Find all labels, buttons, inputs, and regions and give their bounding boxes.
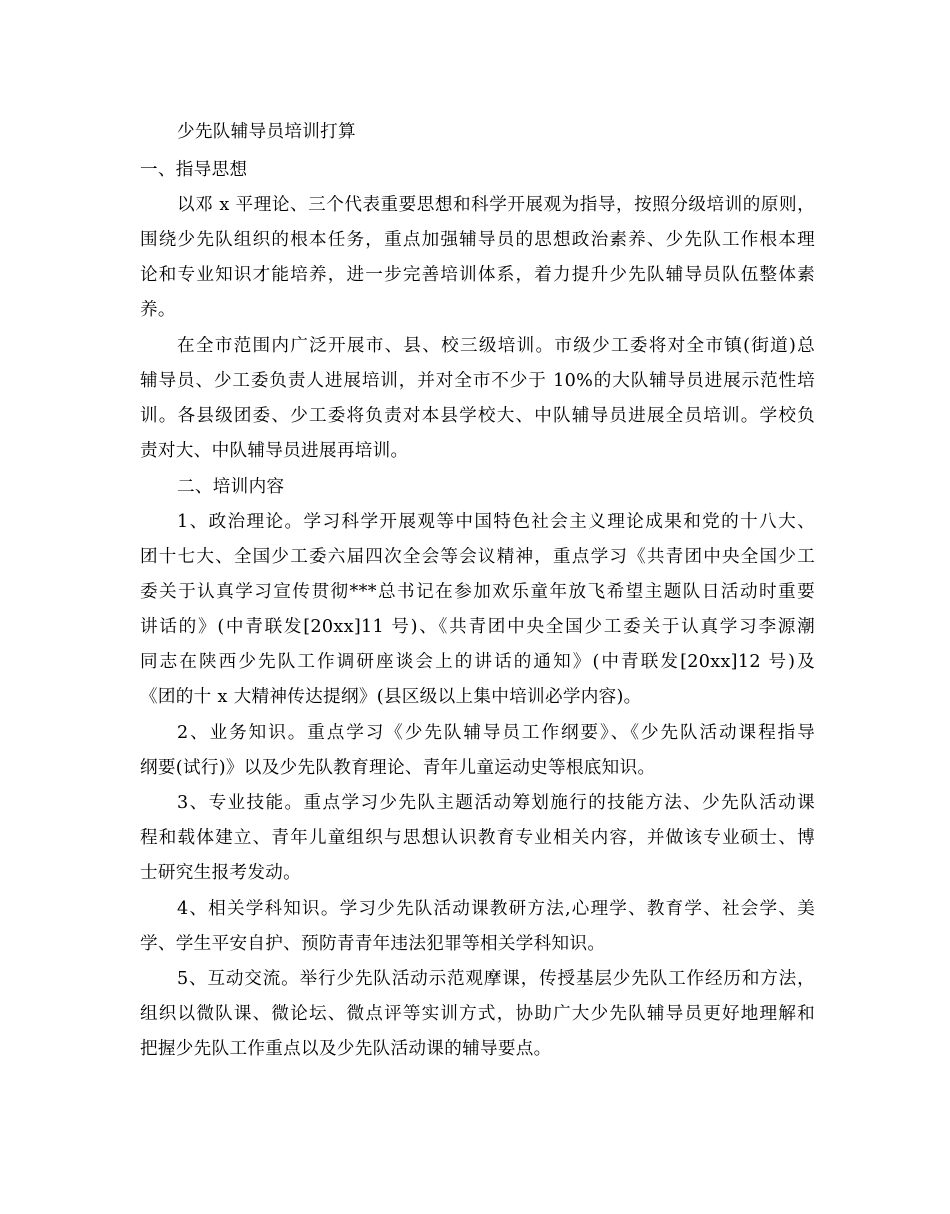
item2-line: 2、业务知识。重点学习《少先队辅导员工作纲要》、《少先队活动课程指导	[177, 723, 815, 743]
para1-line: 围绕少先队组织的根本任务，重点加强辅导员的思想政治素养、少先队工作根本理	[140, 230, 815, 250]
item1-line: 委关于认真学习宣传贯彻***总书记在参加欢乐童年放飞希望主题队日活动时重要	[140, 582, 815, 602]
item1-line: 同志在陕西少先队工作调研座谈会上的讲话的通知》(中青联发[20xx]12 号)及	[140, 652, 815, 672]
item5-line: 组织以微队课、微论坛、微点评等实训方式，协助广大少先队辅导员更好地理解和	[140, 1004, 815, 1024]
section-heading-guiding-ideology: 一、指导思想	[140, 160, 248, 180]
para1-line: 以邓 x 平理论、三个代表重要思想和科学开展观为指导，按照分级培训的原则，	[177, 195, 815, 215]
para1-line: 养。	[140, 300, 176, 320]
item1-line: 讲话的》(中青联发[20xx]11 号)、《共青团中央全国少工委关于认真学习李源潮	[140, 617, 815, 637]
item3-line: 程和载体建立、青年儿童组织与思想认识教育专业相关内容，并做该专业硕士、博	[140, 828, 815, 848]
item1-line: 《团的十 x 大精神传达提纲》(县区级以上集中培训必学内容)。	[140, 687, 642, 707]
para2-line: 训。各县级团委、少工委将负责对本县学校大、中队辅导员进展全员培训。学校负	[140, 406, 815, 426]
item4-line: 4、相关学科知识。学习少先队活动课教研方法,心理学、教育学、社会学、美	[177, 899, 815, 919]
item3-line: 3、专业技能。重点学习少先队主题活动筹划施行的技能方法、少先队活动课	[177, 793, 815, 813]
item4-line: 学、学生平安自护、预防青青年违法犯罪等相关学科知识。	[140, 934, 606, 954]
item3-line: 士研究生报考发动。	[140, 863, 302, 883]
para2-line: 在全市范围内广泛开展市、县、校三级培训。市级少工委将对全市镇(街道)总	[177, 336, 815, 356]
section-heading-training-content: 二、培训内容	[177, 477, 285, 497]
document-title: 少先队辅导员培训打算	[177, 122, 356, 142]
item2-line: 纲要(试行)》以及少先队教育理论、青年儿童运动史等根底知识。	[140, 758, 656, 778]
para1-line: 论和专业知识才能培养，进一步完善培训体系，着力提升少先队辅导员队伍整体素	[140, 265, 815, 285]
item5-line: 5、互动交流。举行少先队活动示范观摩课，传授基层少先队工作经历和方法，	[177, 969, 815, 989]
item1-line: 团十七大、全国少工委六届四次全会等会议精神，重点学习《共青团中央全国少工	[140, 547, 815, 567]
item5-line: 把握少先队工作重点以及少先队活动课的辅导要点。	[140, 1039, 552, 1059]
para2-line: 辅导员、少工委负责人进展培训，并对全市不少于 10%的大队辅导员进展示范性培	[140, 371, 815, 391]
para2-line: 责对大、中队辅导员进展再培训。	[140, 441, 409, 461]
item1-line: 1、政治理论。学习科学开展观等中国特色社会主义理论成果和党的十八大、	[177, 512, 815, 532]
